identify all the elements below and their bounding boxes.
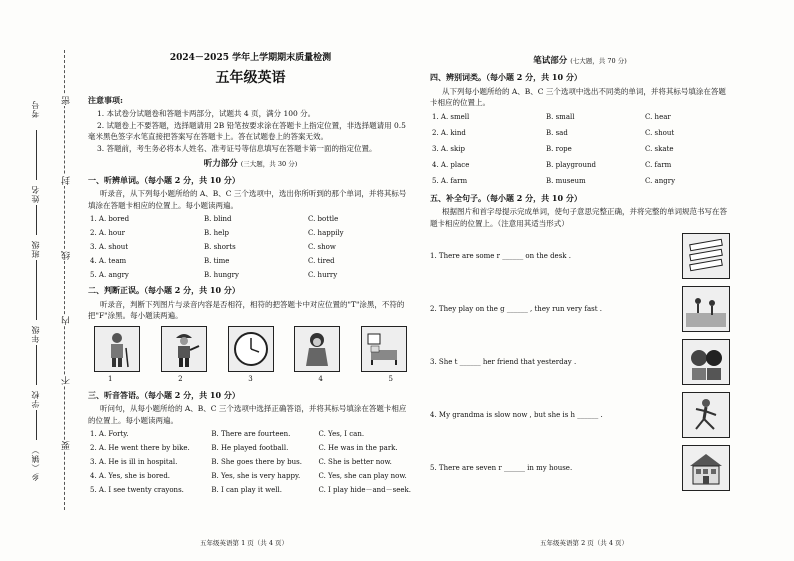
option: 4. A. Yes, she is bored. (90, 472, 171, 481)
page-2-column (430, 52, 730, 494)
section-instruction: 听录音，从下列每小题所给的 A、B、C 三个选项中，选出你所听到的那个单词，并将其标号填涂在答题卡相应的位置上。每小题读两遍。 (88, 189, 407, 210)
option: B. hungry (204, 270, 239, 279)
option: B. time (204, 256, 230, 265)
picture-number: 5 (388, 374, 393, 383)
exam-title: 2024－2025 学年上学期期末质量检测 (169, 53, 332, 63)
sad-girl-picture (294, 326, 340, 372)
clock-picture (228, 326, 274, 372)
option: 5. A. angry (90, 270, 129, 279)
field-line (36, 345, 38, 385)
section-instruction: 根据图片和首字母提示完成单词，使句子意思完整正确，并将完整的单词规范书写在答题卡相应的位置上。（注意用其适当形式） (430, 207, 727, 228)
exam-subject: 五年级英语 (215, 69, 286, 86)
field-exam-number: 考号 (31, 100, 40, 118)
whisper-picture (682, 339, 730, 385)
listening-part-title (88, 158, 413, 171)
option: 2. A. hour (90, 228, 125, 237)
field-grade: 年级 (31, 325, 40, 343)
question-row (430, 142, 730, 158)
option-table (430, 110, 730, 190)
picture-number: 2 (178, 374, 183, 383)
option-table (88, 212, 413, 282)
seal-char: 密 (62, 96, 72, 105)
question-row (430, 158, 730, 174)
part-sub: (三大题，共 30 分) (240, 159, 298, 168)
house-picture (682, 445, 730, 491)
question-row (88, 240, 413, 254)
option: C. She is better now. (318, 458, 392, 467)
option: 2. A. He went there by bike. (90, 444, 190, 453)
rulers-picture (682, 233, 730, 279)
seal-char: 不 (62, 376, 72, 385)
fill-sentence: 5. There are seven r ______ in my house. (430, 463, 573, 472)
option: 4. A. place (432, 161, 470, 170)
picture-number: 4 (318, 374, 323, 383)
option: B. rope (546, 145, 572, 154)
option: C. Yes, she can play now. (318, 472, 407, 481)
fill-sentence: 3. She t ______ her friend that yesterday . (430, 357, 577, 366)
part-sub: (七大题，共 70 分) (570, 57, 627, 65)
field-school: 学校 (31, 390, 40, 408)
option: C. skate (645, 145, 674, 154)
question-row (88, 254, 413, 268)
question-row (88, 483, 413, 497)
question-row (88, 268, 413, 282)
field-name: 姓名 (31, 185, 40, 203)
old-man-picture (94, 326, 140, 372)
question-row (88, 212, 413, 226)
field-line (36, 130, 38, 180)
question-row (430, 174, 730, 190)
bedroom-picture (361, 326, 407, 372)
part-label: 笔试部分 (533, 56, 568, 66)
section-title: 三、听音答语。（每小题 2 分，共 10 分） (88, 389, 240, 400)
section-instruction: 从下列每小题所给的 A、B、C 三个选项中选出不同类的单词，并将其标号填涂在答题卡相应的位置上。 (430, 86, 726, 108)
option: B. Yes, she is very happy. (211, 472, 301, 481)
option: C. hear (645, 113, 671, 122)
option: C. Yes, I can. (318, 430, 365, 439)
section-instruction: 听问句，从每小题所给的 A、B、C 三个选项中选择正确答语，并将其标号填涂在答题卡相应的位置上。每小题读两遍。 (88, 404, 407, 425)
binding-margin (0, 0, 80, 561)
fill-question (430, 229, 730, 282)
option: C. hurry (308, 270, 338, 279)
option: C. happily (308, 228, 344, 237)
option: 1. A. bored (90, 214, 130, 223)
option: B. I can play it well. (211, 486, 282, 495)
picture-row (94, 326, 407, 372)
option: B. help (204, 228, 229, 237)
fill-question (430, 388, 730, 441)
option: B. There are fourteen. (211, 430, 291, 439)
option: B. blind (204, 214, 232, 223)
page-footer: 五年级英语第 1 页（共 4 页） (200, 539, 289, 547)
option: 3. A. shout (90, 242, 129, 251)
question-row (430, 126, 730, 142)
option-table (88, 427, 413, 497)
field-line (36, 205, 38, 235)
option: C. He was in the park. (318, 444, 398, 453)
option: B. small (546, 113, 575, 122)
option: 1. A. Forty. (90, 430, 129, 439)
option: C. I play hide－and－seek. (318, 486, 411, 495)
question-row (88, 469, 413, 483)
question-row (430, 110, 730, 126)
seal-char: 内 (62, 316, 72, 325)
option: B. sad (546, 129, 568, 138)
writing-part-title (430, 55, 730, 68)
question-row (88, 226, 413, 240)
notice-title: 注意事项: (88, 94, 123, 105)
fill-sentence: 2. They play on the g ______ , they run very fast . (430, 304, 602, 313)
notice-item: 3. 答题前，考生务必将本人姓名、准考证号等信息填写在答题卡第一面的指定位置。 (97, 143, 377, 153)
option: C. shout (645, 129, 675, 138)
field-class: 班级 (31, 240, 40, 258)
part-label: 听力部分 (203, 158, 238, 169)
option: C. bottle (308, 214, 339, 223)
notice-item: 1. 本试卷分试题卷和答题卡两部分，试题共 4 页，满分 100 分。 (97, 109, 316, 119)
option: 1. A. smell (432, 113, 470, 122)
option: C. show (308, 242, 336, 251)
seal-char: 线 (62, 251, 72, 260)
picture-number: 3 (248, 374, 253, 383)
question-row (88, 427, 413, 441)
field-town: 乡（镇） (31, 445, 40, 481)
seal-char: 封 (62, 176, 72, 185)
option: 4. A. team (90, 256, 127, 265)
fill-sentence: 1. There are some r ______ on the desk . (430, 251, 571, 260)
option: B. She goes there by bus. (211, 458, 302, 467)
section-title: 四、辨别词类。（每小题 2 分，共 10 分） (430, 72, 582, 83)
option: 3. A. skip (432, 145, 465, 154)
section-instruction: 听录音，判断下列图片与录音内容是否相符，相符的把答题卡中对应位置的"T"涂黑，不符的把"F"涂黑。每小题读两遍。 (88, 299, 405, 321)
page-footer: 五年级英语第 2 页（共 4 页） (540, 539, 629, 547)
field-line (36, 410, 38, 440)
page-1-column (88, 52, 413, 498)
fill-question (430, 441, 730, 494)
option: B. museum (546, 177, 586, 186)
picture-numbers (108, 374, 393, 385)
option: 5. A. farm (432, 177, 468, 186)
option: B. shorts (204, 242, 236, 251)
option: 3. A. He is ill in hospital. (90, 458, 178, 467)
section-title: 二、判断正误。（每小题 2 分，共 10 分） (88, 285, 240, 296)
notice-item: 2. 试题卷上不要答题，选择题请用 2B 铅笔按要求涂在答题卡上指定位置，非选择题请用 0.5 毫米黑色签字水笔直接把答案写在答题卡上。答在试题卷上的答案无效。 (88, 120, 406, 142)
section-title: 一、听辨单词。（每小题 2 分，共 10 分） (88, 174, 240, 185)
option: C. tired (308, 256, 335, 265)
playground-picture (682, 286, 730, 332)
option: 2. A. kind (432, 129, 466, 138)
section-title: 五、补全句子。（每小题 2 分，共 10 分） (430, 192, 582, 203)
fill-sentence: 4. My grandma is slow now , but she is h ______ . (430, 410, 603, 419)
option: B. He played football. (211, 444, 289, 453)
fill-question (430, 335, 730, 388)
firefighter-picture (161, 326, 207, 372)
question-row (88, 455, 413, 469)
option: C. angry (645, 177, 676, 186)
option: 5. A. I see twenty crayons. (90, 486, 184, 495)
picture-number: 1 (108, 374, 113, 383)
fill-question (430, 282, 730, 335)
grandma-running-picture (682, 392, 730, 438)
option: B. playground (546, 161, 596, 170)
option: C. farm (645, 161, 672, 170)
field-line (36, 260, 38, 320)
seal-char: 要 (62, 441, 72, 450)
question-row (88, 441, 413, 455)
